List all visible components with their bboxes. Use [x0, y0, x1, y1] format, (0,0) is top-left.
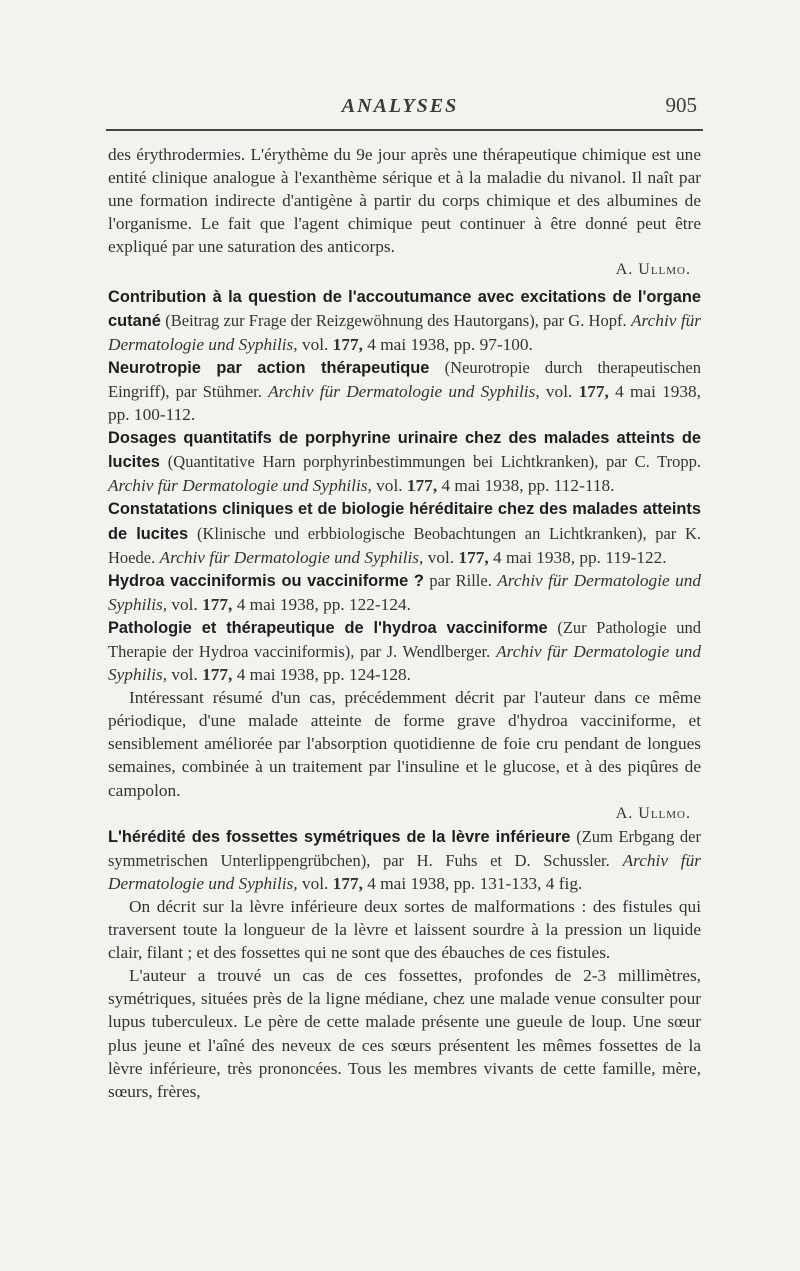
abstract-paragraph: Intéressant résumé d'un cas, précédemment décrit par l'auteur dans ce même périodique, d'une malade atteinte de forme grave d'hydroa vacciniforme, et sensiblement améliorée par l'absorption quotidienne de foie cru pendant de longues semaines, combinée à un traitement par l'insuline et le glucose, et à des piqûres de campolon. [108, 688, 701, 800]
entry-title: Constatations cliniques et de biologie héréditaire chez des malades atteints de lucites [108, 500, 701, 543]
abstract-entry [108, 569, 701, 616]
abstract-entry [108, 825, 701, 895]
journal-name: Archiv für Dermatologie und Syphilis, [108, 476, 372, 496]
volume-prefix: vol. [545, 381, 573, 401]
journal-name: Archiv für Dermatologie und Syphilis, [108, 570, 701, 614]
page-number: 905 [665, 93, 697, 117]
volume-number: 177, [202, 665, 233, 685]
abstract-paragraph: On décrit sur la lèvre inférieure deux sortes de malformations : des fistules qui traversent toute la longueur de la lèvre et laissent sourdre à la pression un liquide clair, filant ; et des fossettes qui ne sont que des ébauches de ces fistules. [108, 897, 701, 963]
citation-details: 4 mai 1938, pp. 112-118. [441, 476, 615, 496]
entry-byline: (Zur Pathologie und Therapie der Hydroa vacciniformis), par J. Wendlberger. [108, 617, 701, 661]
journal-name: Archiv für Dermatologie und Syphilis, [159, 547, 424, 567]
volume-number: 177, [406, 476, 438, 496]
citation-details: 4 mai 1938, pp. 122-124. [236, 594, 411, 614]
entry-title: Dosages quantitatifs de porphyrine urinaire chez des malades atteints de lucites [108, 429, 701, 472]
volume-prefix: vol. [376, 476, 403, 496]
journal-name: Archiv für Dermatologie und Syphilis, [268, 381, 540, 401]
entry-byline: (Neurotropie durch therapeutischen Eingriff), par Stühmer. [108, 357, 701, 401]
abstract-entry [108, 616, 701, 686]
volume-prefix: vol. [301, 334, 329, 354]
entry-byline: (Beitrag zur Frage der Reizgewöhnung des Hautorgans), par G. Hopf. [165, 310, 627, 330]
volume-prefix: vol. [171, 665, 198, 685]
abstract-entry [108, 285, 701, 356]
abstract-paragraph: L'auteur a trouvé un cas de ces fossettes, profondes de 2-3 millimètres, symétriques, situées près de la ligne médiane, chez une malade venue consulter pour lupus tuberculeux. Le père de cette malade présente une gueule de loup. Une sœur plus jeune et l'aîné des neveux de ces sœurs présentent les mêmes fossettes de la lèvre inférieure, très prononcées. Tous les membres vivants de cette famille, mère, sœurs, frères, [108, 966, 701, 1101]
journal-name: Archiv für Dermatologie und Syphilis, [108, 641, 701, 685]
citation-details: 4 mai 1938, pp. 97-100. [367, 334, 533, 354]
citation-details: 4 mai 1938, pp. 100-112. [108, 381, 701, 425]
journal-name: Archiv für Dermatologie und Syphilis, [108, 850, 701, 893]
volume-number: 177, [578, 381, 609, 401]
journal-name: Archiv für Dermatologie und Syphilis, [108, 310, 701, 354]
entry-title: L'hérédité des fossettes symétriques de la lèvre inférieure [108, 827, 571, 846]
volume-number: 177, [202, 594, 233, 614]
entry-title: Neurotropie par action thérapeutique [108, 358, 430, 377]
abstract-entry [108, 356, 701, 426]
citation-details: 4 mai 1938, pp. 131-133, 4 fig. [367, 873, 583, 893]
citation-details: 4 mai 1938, pp. 119-122. [493, 547, 667, 567]
running-title: ANALYSES [341, 95, 459, 117]
entry-byline: (Quantitative Harn porphyrinbestimmungen bei Lichtkranken), par C. Tropp. [167, 452, 701, 472]
abstract-signature: A. Ullmo. [615, 804, 691, 822]
intro-paragraph: des érythrodermies. L'érythème du 9e jour après une thérapeutique chimique est une entité clinique analogue à l'exanthème sérique et à la maladie du nivanol. Il naît par une formation indirecte d'antigène à partir du corps chimique et des albumines de l'organisme. Le fait que l'agent chimique peut continuer à être donné peut être expliqué par une saturation des anticorps. [108, 145, 701, 257]
volume-prefix: vol. [427, 547, 455, 567]
page-header [0, 93, 800, 127]
entry-byline: par Rille. [429, 570, 492, 590]
volume-prefix: vol. [301, 873, 329, 893]
abstract-entry [108, 497, 701, 568]
citation-details: 4 mai 1938, pp. 124-128. [236, 665, 411, 685]
entry-title: Pathologie et thérapeutique de l'hydroa vacciniforme [108, 618, 548, 637]
volume-number: 177, [332, 334, 363, 354]
volume-number: 177, [458, 547, 489, 567]
entry-byline: (Zum Erbgang der symmetrischen Unterlippengrübchen), par H. Fuhs et D. Schussler. [108, 826, 701, 870]
page-body [108, 143, 701, 1103]
volume-number: 177, [332, 873, 363, 893]
volume-prefix: vol. [171, 594, 198, 614]
intro-signature: A. Ullmo. [615, 261, 691, 279]
entry-title: Hydroa vacciniformis ou vacciniforme ? [108, 571, 424, 590]
entry-title: Contribution à la question de l'accoutumance avec excitations de l'organe cutané [108, 287, 701, 330]
entry-byline: (Klinische und erbbiologische Beobachtungen an Lichtkranken), par K. Hoede. [108, 523, 701, 567]
abstract-entry [108, 426, 701, 497]
header-rule [106, 129, 703, 131]
